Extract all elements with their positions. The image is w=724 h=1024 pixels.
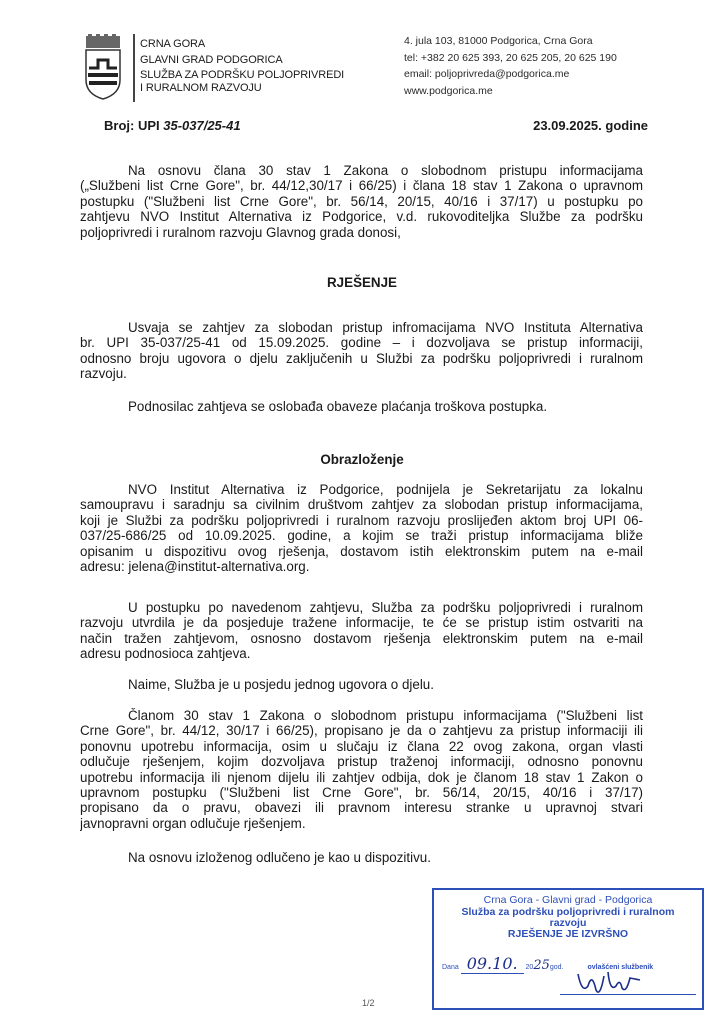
text-line: U postupku po navedenom zahtjevu, Služba za podršku poljoprivredi i ruralnom	[128, 600, 643, 615]
text-line: koji je Službi za podršku poljoprivredi i ruralnom razvoju proslijeđen aktom broj UPI 06-	[80, 512, 643, 528]
text-line: poljoprivredi i ruralnom razvoju Glavnog grada donosi,	[80, 224, 401, 240]
text-line: opisanim u dispozitivu ovog rješenja, dostavom istih elektronskim putem na e-mail	[80, 543, 643, 559]
decision-paragraph	[80, 320, 643, 382]
reasoning-paragraph-2	[80, 600, 643, 662]
stamp-officer-label: ovlašćeni službenik	[587, 964, 654, 971]
address: 4. jula 103, 81000 Podgorica, Crna Gora	[404, 35, 593, 47]
text-line: postupku ("Službeni list Crne Gore", br. 56/14, 20/15, 40/16 i 37/17) u postupku po	[80, 193, 643, 209]
stamp-date-label: Dana	[442, 964, 459, 971]
text-line: propisano da o pravu, obavezi ili pravnom interesu stranke u upravnoj stvari	[80, 800, 643, 816]
costs-paragraph	[80, 399, 643, 414]
email: email: poljoprivreda@podgorica.me	[404, 68, 570, 80]
text-line: Podnosilac zahtjeva se oslobađa obaveze plaćanja troškova postupka.	[128, 399, 548, 414]
stamp-date-row	[442, 954, 702, 973]
org-line: CRNA GORA	[140, 38, 206, 50]
stamp-year-handwritten: 25	[533, 958, 550, 973]
text-line: („Službeni list Crne Gore", br. 44/12,30/17 i 66/25) i člana 18 stav 1 Zakona o upravnom	[80, 178, 643, 194]
reasoning-paragraph-4	[80, 708, 643, 831]
reasoning-paragraph-1	[80, 482, 643, 574]
text-line: upotrebu informacija ili njenom dijelu ili zahtjev odbija, dok je članom 18 stav 1 Zakon o	[80, 769, 643, 785]
org-line: SLUŽBA ZA PODRŠKU POLJOPRIVREDI	[140, 69, 345, 81]
text-line: Crne Gore", br. 44/12, 30/17 i 66/25), propisano je da o zahtjevu za pristup informaciji ili	[80, 723, 643, 739]
text-line: adresu: jelena@institut-alternativa.org.	[80, 558, 310, 574]
decision-heading: RJEŠENJE	[327, 275, 397, 290]
page-number: 1/2	[362, 998, 375, 1008]
text-line: adresu podnosioca zahtjeva.	[80, 646, 251, 662]
stamp-year-suffix: god.	[549, 964, 564, 971]
coat-of-arms-logo	[84, 34, 122, 100]
text-line: Usvaja se zahtjev za slobodan pristup infromacijama NVO Instituta Alternativa	[128, 320, 643, 335]
text-line: Članom 30 stav 1 Zakona o slobodnom pristupu informacijama ("Službeni list	[128, 708, 643, 723]
website: www.podgorica.me	[404, 84, 493, 97]
contact-block	[404, 33, 617, 99]
text-line: br. UPI 35-037/25-41 od 15.09.2025. godine – i dozvoljava se pristup informaciji,	[80, 335, 643, 351]
intro-paragraph	[80, 163, 643, 240]
conclusion-paragraph	[80, 850, 643, 865]
text-line: ponovnu upotrebu informacija, osim u slučaju iz člana 22 ovog zakona, organ vlasti	[80, 738, 643, 754]
text-line: zahtjevu NVO Institut Alternativa iz Podgorice, v.d. rukovoditeljka Službe za podršku	[80, 209, 643, 225]
reasoning-heading: Obrazloženje	[320, 452, 404, 467]
org-line: GLAVNI GRAD PODGORICA	[140, 53, 283, 66]
signature	[574, 964, 644, 998]
text-line: razvoju.	[80, 366, 127, 382]
reference-label: Broj: UPI	[104, 118, 164, 133]
text-line: odlučuje rješenjem, kojim dozvoljava pristup traženoj informaciji, odnosno ponovnu	[80, 754, 643, 770]
text-line: Naime, Služba je u posjedu jednog ugovora o djelu.	[128, 677, 434, 692]
enforceability-stamp	[432, 888, 704, 1010]
stamp-year-prefix: 20	[525, 964, 534, 971]
text-line: samoupravu i saradnju sa civilnim društvom zahtjev za slobodan pristup informacijama,	[80, 497, 643, 513]
text-line: javnopravni organ odlučuje rješenjem.	[80, 815, 306, 831]
stamp-line-1: Crna Gora - Glavni grad - Podgorica	[483, 894, 653, 906]
reasoning-paragraph-3	[80, 677, 643, 692]
organization-block	[140, 37, 344, 96]
document-date: 23.09.2025. godine	[533, 118, 648, 133]
phone: tel: +382 20 625 393, 20 625 205, 20 625 190	[404, 51, 617, 64]
text-line: način tražen zahtjevom, osnosno dostavom rješenja elektronskim putem na e-mail	[80, 630, 643, 646]
org-line: I RURALNOM RAZVOJU	[140, 81, 262, 94]
stamp-date-handwritten: 09.10.	[461, 954, 524, 974]
text-line: Na osnovu izloženog odlučeno je kao u dispozitivu.	[128, 850, 431, 865]
reference-number	[104, 118, 241, 133]
stamp-line-3: razvoju	[549, 917, 587, 929]
text-line: 037/25-686/25 od 10.09.2025. godine, a kojim se traži pristup informacijama bliže	[80, 528, 643, 544]
stamp-line-4: RJEŠENJE JE IZVRŠNO	[507, 928, 629, 940]
text-line: odnosno broju ugovora o djelu zaključenih u Službi za podršku poljoprivredi i ruralnom	[80, 350, 643, 366]
signature-line	[560, 994, 696, 995]
header-divider	[133, 34, 135, 102]
stamp-line-2: Služba za podršku poljoprivredi i ruralnom	[461, 906, 675, 918]
reference-value: 35-037/25-41	[163, 118, 241, 133]
text-line: Na osnovu člana 30 stav 1 Zakona o slobodnom pristupu informacijama	[128, 163, 643, 178]
text-line: razvoju utvrdila je da posjeduje tražene informacije, te će se pristup istim ostvariti na	[80, 615, 643, 631]
text-line: NVO Institut Alternativa iz Podgorice, podnijela je Sekretarijatu za lokalnu	[128, 482, 643, 497]
text-line: upravnom postupku ("Službeni list Crne Gore", br. 56/14, 20/15, 40/16 i 37/17)	[80, 784, 643, 800]
